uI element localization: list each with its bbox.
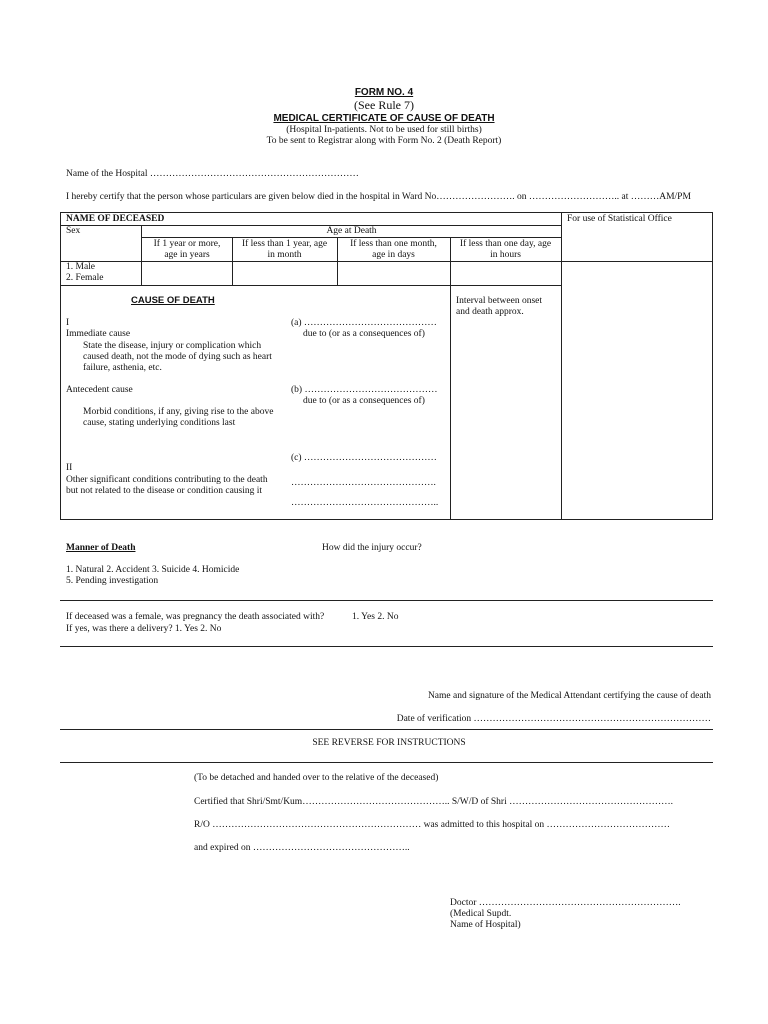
due-to-label-1: due to (or as a consequences of) (303, 329, 425, 339)
section-one-number: I (66, 318, 70, 328)
cause-c-line: (c) …………………………………… (291, 453, 437, 463)
certify-line: I hereby certify that the person whose particulars are given below died in the hospital in Ward No……………………. on ……………………….. at ………AM/PM (66, 192, 691, 202)
see-reverse-notice: SEE REVERSE FOR INSTRUCTIONS (312, 738, 466, 748)
sex-option-male: 1. Male (66, 262, 96, 272)
other-conditions-dots-1: ………………………………………. (291, 478, 436, 488)
cause-b-line: (b) …………………………………… (291, 385, 438, 395)
due-to-label-2: due to (or as a consequences of) (303, 396, 425, 406)
sex-option-female: 2. Female (66, 273, 104, 283)
age-at-death-label: Age at Death (326, 226, 377, 236)
pregnancy-question: If deceased was a female, was pregnancy the death associated with? (66, 612, 325, 622)
doctor-signature-line: Doctor ………………………………………………………. (450, 898, 681, 908)
sex-label: Sex (66, 226, 81, 236)
injury-question: How did the injury occur? (322, 543, 422, 553)
other-conditions-description: Other significant conditions contributing to the death but not related to the disease or condition causing it (66, 475, 268, 496)
attendant-signature-label: Name and signature of the Medical Attendant certifying the cause of death (427, 691, 711, 701)
cause-of-death-title: CAUSE OF DEATH (131, 295, 215, 306)
form-number: FORM NO. 4 (354, 87, 414, 98)
pregnancy-options: 1. Yes 2. No (352, 612, 399, 622)
manner-option-pending: 5. Pending investigation (66, 576, 159, 586)
statistical-office-label: For use of Statistical Office (567, 214, 672, 224)
expired-on-line: and expired on ………………………………………….. (194, 843, 410, 853)
age-days-col: If less than one month, age in days (350, 239, 437, 260)
date-of-verification: Date of verification ………………………………………………………………… (396, 714, 711, 724)
section-two-number: II (66, 463, 73, 473)
immediate-cause-description: State the disease, injury or complication which caused death, not the mode of dying such as heart failure, asthenia, etc. (83, 341, 272, 373)
form-title: MEDICAL CERTIFICATE OF CAUSE OF DEATH (273, 113, 495, 124)
delivery-question: If yes, was there a delivery? 1. Yes 2. No (66, 624, 222, 634)
interval-label: Interval between onset and death approx. (456, 296, 542, 317)
cause-a-line: (a) …………………………………… (291, 318, 437, 328)
name-of-deceased-header: NAME OF DECEASED (66, 214, 165, 224)
rule-reference: (See Rule 7) (354, 98, 414, 112)
hospital-name-label: Name of Hospital) (450, 920, 521, 930)
hospital-name-line: Name of the Hospital ………………………………………………………… (66, 169, 359, 179)
antecedent-cause-label: Antecedent cause (66, 385, 133, 395)
detach-note: (To be detached and handed over to the relative of the deceased) (194, 773, 439, 783)
form-subtitle: (Hospital In-patients. Not to be used for still births) (286, 125, 482, 135)
manner-of-death-title: Manner of Death (66, 543, 136, 553)
immediate-cause-label: Immediate cause (66, 329, 131, 339)
form-instruction: To be sent to Registrar along with Form No. 2 (Death Report) (266, 136, 502, 146)
medical-supdt-label: (Medical Supdt. (450, 909, 512, 919)
residence-admission-line: R/O ………………………………………………………… was admitted to this hospital on ………………………………… (194, 820, 671, 830)
certified-line: Certified that Shri/Smt/Kum……………………………………….. S/W/D of Shri ……………………………………………. (194, 797, 673, 807)
age-months-col: If less than 1 year, age in month (241, 239, 328, 260)
age-years-col: If 1 year or more, age in years (153, 239, 221, 260)
other-conditions-dots-2: ……………………………………….. (291, 498, 439, 508)
morbid-conditions-description: Morbid conditions, if any, giving rise to the above cause, stating underlying conditions last (83, 407, 274, 428)
manner-options: 1. Natural 2. Accident 3. Suicide 4. Homicide (66, 565, 240, 575)
age-hours-col: If less than one day, age in hours (459, 239, 552, 260)
